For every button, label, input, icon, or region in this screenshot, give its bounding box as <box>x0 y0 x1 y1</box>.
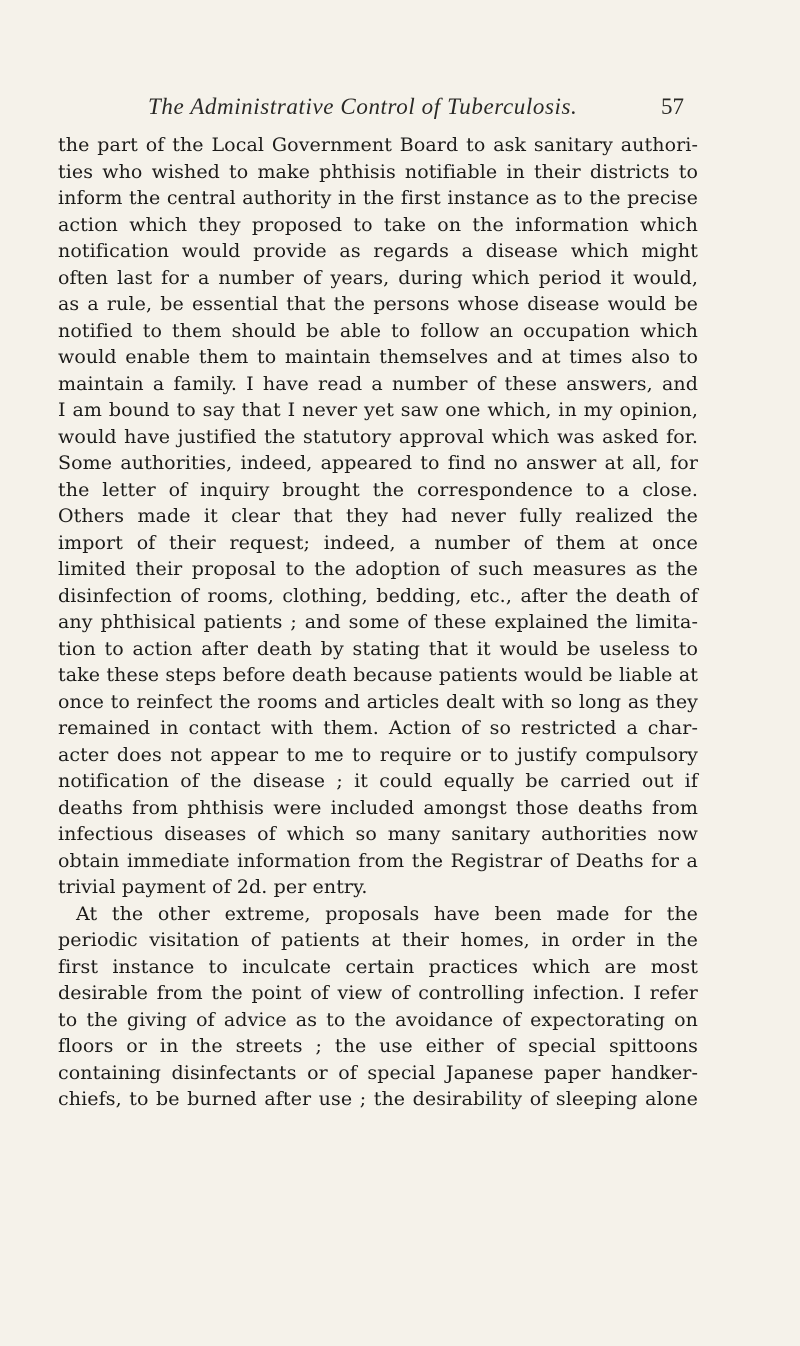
text-line: At the other extreme, proposals have been made for the <box>76 902 698 925</box>
text-line: once to reinfect the rooms and articles dealt with so long as they <box>58 690 698 713</box>
text-line: desirable from the point of view of controlling infection. I refer <box>58 982 698 1004</box>
text-line: the letter of inquiry brought the correspondence to a close. <box>58 478 698 501</box>
text-line: acter does not appear to me to require or to justify compulsory <box>58 743 698 766</box>
paragraph-1 <box>58 132 698 901</box>
page-number: 57 <box>661 94 684 119</box>
text-line: ties who wished to make phthisis notifiable in their districts to <box>58 160 698 183</box>
text-line: would have justified the statutory approval which was asked for. <box>58 425 698 448</box>
text-line: disinfection of rooms, clothing, bedding, etc., after the death of <box>58 584 698 607</box>
text-line: take these steps before death because patients would be liable at <box>58 664 698 686</box>
text-line: notification would provide as regards a disease which might <box>58 240 698 262</box>
text-line: limited their proposal to the adoption of such measures as the <box>58 558 698 580</box>
text-line: remained in contact with them. Action of so restricted a char- <box>58 717 698 739</box>
text-line: periodic visitation of patients at their homes, in order in the <box>58 929 698 951</box>
body-text <box>58 132 698 1113</box>
text-line: often last for a number of years, during which period it would, <box>58 266 698 289</box>
text-line: infectious diseases of which so many sanitary authorities now <box>58 823 698 845</box>
text-line: floors or in the streets ; the use either of special spittoons <box>58 1035 698 1057</box>
text-line: I am bound to say that I never yet saw one which, in my opinion, <box>58 399 698 421</box>
text-line: maintain a family. I have read a number of these answers, and <box>58 372 698 395</box>
text-line: as a rule, be essential that the persons whose disease would be <box>58 293 698 315</box>
text-line: first instance to inculcate certain practices which are most <box>58 955 698 978</box>
running-head <box>148 94 684 124</box>
text-line: import of their request; indeed, a number of them at once <box>58 531 698 554</box>
text-line: action which they proposed to take on the information which <box>58 213 698 236</box>
running-title: The Administrative Control of Tuberculosis. <box>148 94 578 119</box>
text-line: tion to action after death by stating that it would be useless to <box>58 637 698 660</box>
text-line: Others made it clear that they had never fully realized the <box>58 505 698 527</box>
text-line: Some authorities, indeed, appeared to find no answer at all, for <box>58 452 698 474</box>
text-line: to the giving of advice as to the avoidance of expectorating on <box>58 1008 698 1031</box>
text-line: notification of the disease ; it could equally be carried out if <box>58 770 698 792</box>
text-line: containing disinfectants or of special Japanese paper handker- <box>58 1061 698 1084</box>
text-line: notified to them should be able to follow an occupation which <box>58 319 698 342</box>
text-line: the part of the Local Government Board to ask sanitary authori- <box>58 134 698 156</box>
text-line: would enable them to maintain themselves and at times also to <box>58 346 698 368</box>
text-line: chiefs, to be burned after use ; the desirability of sleeping alone <box>58 1088 698 1110</box>
text-line: trivial payment of 2d. per entry. <box>58 876 368 898</box>
paragraph-2 <box>58 901 698 1113</box>
text-line: deaths from phthisis were included amongst those deaths from <box>58 796 698 819</box>
text-line: any phthisical patients ; and some of these explained the limita- <box>58 611 698 633</box>
text-line: obtain immediate information from the Registrar of Deaths for a <box>58 849 698 872</box>
text-line: inform the central authority in the first instance as to the precise <box>58 187 698 209</box>
